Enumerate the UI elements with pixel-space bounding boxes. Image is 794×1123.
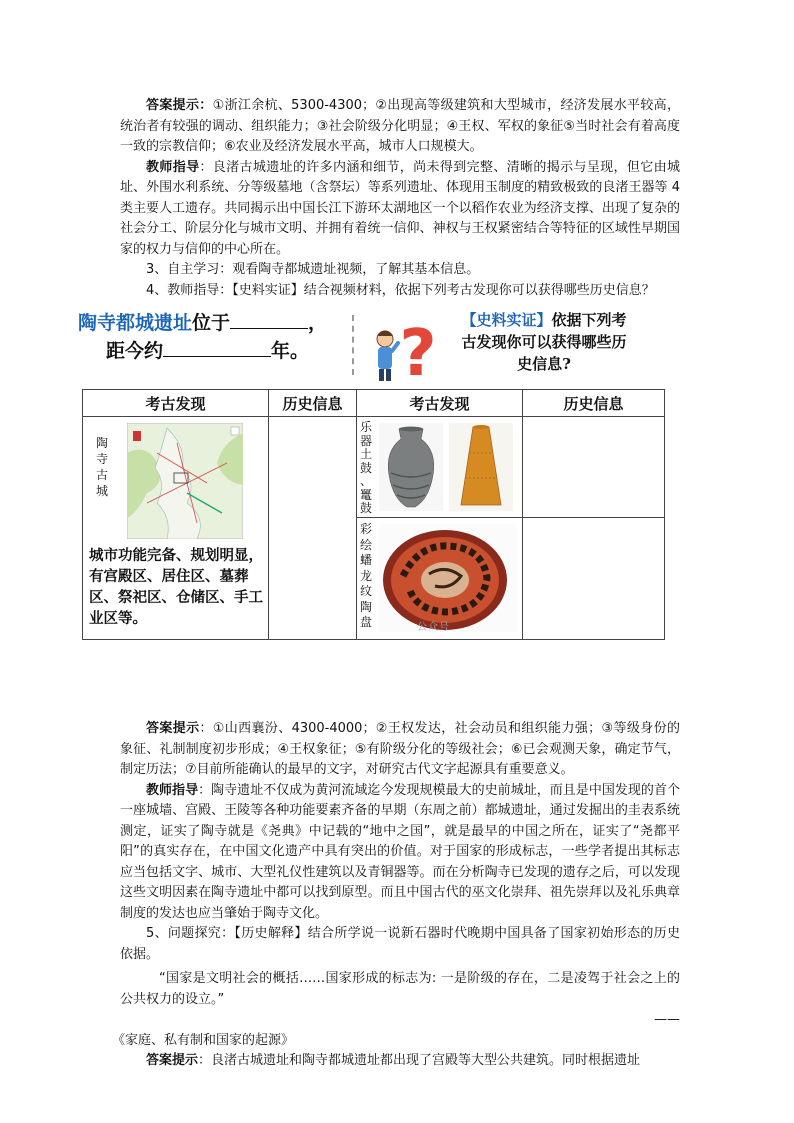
label-char: 寺	[95, 452, 108, 466]
source-tag: 【史料实证】	[461, 311, 552, 329]
answer-hint-label: 答案提示：	[146, 98, 213, 113]
site-name: 陶寺都城遗址	[78, 312, 193, 334]
figure-fill-in-question	[78, 309, 327, 365]
info-cell-3	[523, 518, 665, 640]
teacher-guide-text: ：良渚古城遗址的许多内涵和细节，尚未得到完整、清晰的揭示与呈现，但它由城址、外围水利系统、分等级墓地（含祭坛）等系列遗址、体现用玉制度的精致极致的良渚王器等 4 类主要人工遗存。共同揭示出中国长江下游环太湖地区一个以稻作农业为经济支撑、出现了复杂的社会分工、阶层分化与城市文明、并拥有着统一信仰、神权与王权紧密结合等特征的区域性早期国家的权力与信仰的中心所在。	[120, 159, 680, 257]
source-text-1: 依据下列考	[551, 311, 627, 329]
location-blank	[230, 327, 308, 329]
label-char: 城	[95, 484, 108, 498]
drum-vertical-label	[359, 421, 373, 516]
crocodile-drum-image	[449, 423, 513, 511]
table-row	[83, 417, 665, 518]
info-cell-1	[269, 417, 357, 640]
label-char: 蟠	[359, 553, 372, 568]
label-char: 鼍	[359, 487, 372, 502]
table-header-row	[83, 390, 665, 417]
col-info-2: 历史信息	[523, 390, 665, 417]
location-prompt: 位于	[192, 312, 231, 334]
city-description: 城市功能完备、规划明显，有宫殿区、居住区、墓葬区、祭祀区、仓储区、手工业区等。	[89, 547, 263, 627]
teacher-guide-2	[120, 781, 680, 925]
age-blank	[163, 355, 271, 357]
answer-hint-label: 答案提示	[146, 721, 200, 736]
teacher-guide-1	[120, 158, 680, 261]
age-prompt: 距今约	[106, 340, 164, 362]
drum-cell	[357, 417, 523, 518]
thinking-person-icon	[368, 309, 440, 385]
question-mark-glyph: ?	[399, 317, 437, 385]
label-char: 绘	[359, 537, 372, 552]
dragon-plate-cell	[357, 518, 523, 640]
label-char: 鼓	[359, 460, 372, 475]
answer-hint-3	[120, 1051, 680, 1072]
label-char: 古	[95, 468, 108, 482]
answer-hint-text: ①浙江余杭、5300-4300；②出现高等级建筑和大型城市，经济发展水平较高，统治者有较强的调动、组织能力；③社会阶级分化明显；④王权、军权的象征⑤当时社会有着高度一致的宗教信仰；⑥农业及经济发展水平高，城市人口规模大。	[120, 98, 680, 154]
teacher-guide-text: ：陶寺遗址不仅成为黄河流域迄今发现规模最大的史前城址，而且是中国发现的首个一座城墙、宫殿、王陵等各种功能要素齐备的早期（东周之前）都城遗址，通过发掘出的圭表系统测定，证实了陶寺就是《尧典》中记载的“地中之国”，就是最早的中国之所在，证实了“尧都平阳”的真实存在，在中国文化遗产中具有突出的价值。对于国家的形成标志，一些学者提出其标志应当包括文字、城市、大型礼仪性建筑以及青铜器等。而在分析陶寺已发现的遗存之后，可以发现这些文明因素在陶寺遗址中都可以找到原型。而且中国古代的巫文化崇拜、祖先崇拜以及礼乐典章制度的发达也应当肇始于陶寺文化。	[120, 782, 680, 921]
info-cell-2	[523, 417, 665, 518]
label-char: 、	[359, 474, 372, 488]
source-text-2: 古发现你可以获得哪些历	[461, 333, 627, 351]
label-char: 彩	[359, 522, 372, 537]
label-char: 鼓	[359, 501, 372, 515]
answer-hint-label: 答案提示	[146, 1053, 199, 1068]
taosi-figure	[40, 307, 760, 717]
quote-text: “国家是文明社会的概括……国家形成的标志为: 一是阶级的存在，二是凌驾于社会之上的公共权力的设立。”	[120, 971, 680, 1007]
label-char: 龙	[359, 568, 372, 583]
label-char: 盘	[359, 615, 372, 630]
quote-source: 《家庭、私有制和国家的起源》	[112, 1032, 295, 1048]
comma: ，	[308, 312, 328, 334]
taosi-city-cell	[83, 417, 269, 640]
taosi-site-map	[127, 423, 243, 539]
answer-hint-text: ：良渚古城遗址和陶寺都城遗址都出现了宫殿等大型公共建筑。同时根据遗址	[198, 1053, 641, 1068]
inquiry-item: 5、问题探究：【历史解释】结合所学说一说新石器时代晚期中国具备了国家初始形态的历史依据。	[120, 926, 680, 962]
plate-vertical-label	[359, 522, 373, 631]
city-vertical-label	[95, 435, 109, 499]
label-char: 器	[359, 433, 372, 448]
label-char: 土	[359, 447, 372, 461]
teacher-guide-label: 教师指导	[146, 159, 200, 175]
dashed-divider	[352, 315, 354, 375]
archaeology-table	[82, 389, 665, 640]
label-char: 陶	[359, 599, 372, 614]
label-char: 陶	[95, 436, 108, 450]
self-study-item: 3、自主学习：观看陶寺都城遗址视频，了解其基本信息。	[146, 262, 480, 277]
watermark: 公众号	[417, 622, 450, 634]
answer-hint-1	[120, 96, 680, 158]
age-suffix: 年。	[271, 340, 310, 362]
teacher-guide-item: 4、教师指导：【史料实证】结合视频材料，依据下列考古发现你可以获得哪些历史信息？	[146, 282, 655, 298]
document-page	[78, 96, 680, 1072]
source-text-3: 史信息?	[517, 355, 571, 373]
col-discovery-2: 考古发现	[357, 390, 523, 417]
earthen-drum-image	[379, 423, 443, 511]
answer-hint-text: ：①山西襄汾、4300-4000；②王权发达，社会动员和组织能力强；③等级身份的象征、礼制制度初步形成；④王权象征；⑤有阶级分化的等级社会；⑥已会观测天象，确定节气，制定历法；⑦目前所能确认的最早的文字，对研究古代文字起源具有重要意义。	[120, 721, 680, 777]
answer-hint-2	[120, 719, 680, 781]
col-info-1: 历史信息	[269, 390, 357, 417]
teacher-guide-label: 教师指导	[146, 782, 199, 798]
painted-dragon-plate-image	[379, 524, 517, 632]
label-char: 乐	[359, 420, 372, 434]
quote-dash: ——	[654, 1012, 680, 1027]
col-discovery-1: 考古发现	[83, 390, 269, 417]
source-prompt	[442, 309, 646, 375]
label-char: 纹	[359, 584, 372, 599]
figure-header	[40, 307, 760, 385]
